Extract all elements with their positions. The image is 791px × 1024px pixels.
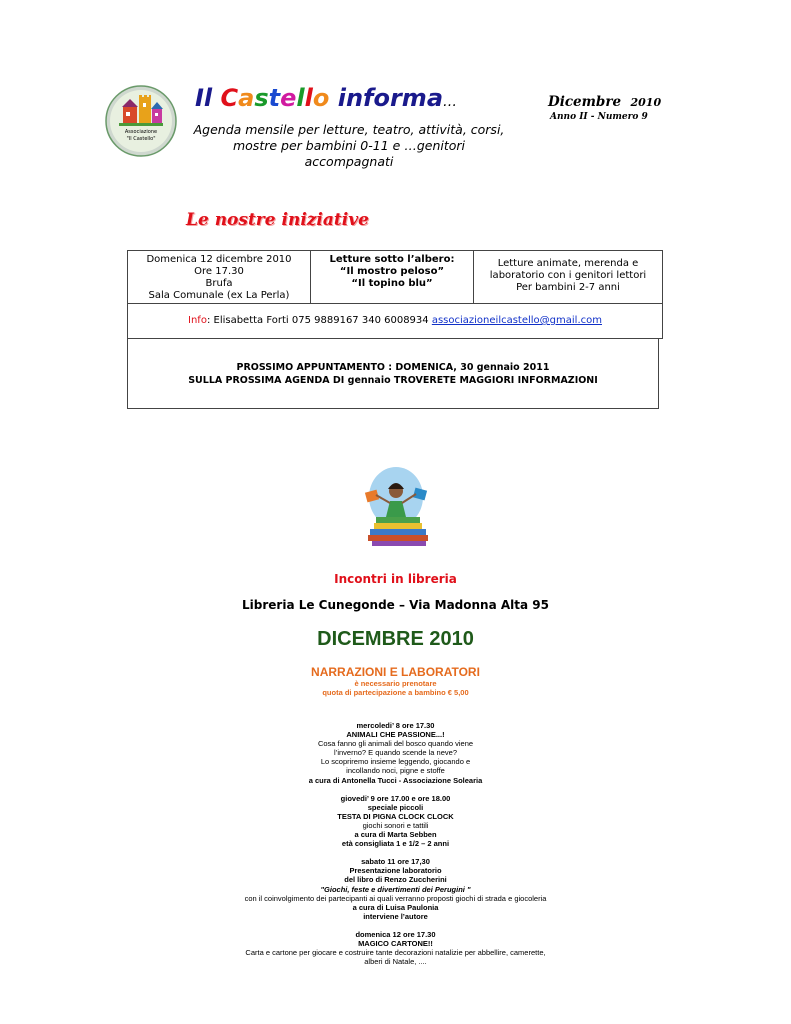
details-line: Per bambini 2-7 anni — [516, 282, 620, 293]
association-logo — [105, 85, 177, 157]
month-label: Dicembre — [548, 94, 622, 110]
event-line: con il coinvolgimento dei partecipanti ai quali verranno proposti giochi di strada e giocoleria — [244, 893, 547, 903]
booking-note — [0, 679, 791, 697]
bookshop-address: Libreria Le Cunegonde – Via Madonna Alta 95 — [242, 598, 549, 612]
issue-month — [548, 94, 661, 110]
what-line: “Il topino blu” — [351, 278, 433, 289]
program-heading: NARRAZIONI E LABORATORI — [311, 665, 480, 679]
email-link[interactable]: associazioneilcastello@gmail.com — [431, 315, 602, 326]
event-line: domenica 12 ore 17.30 — [355, 929, 436, 939]
what-line: “Il mostro peloso” — [339, 266, 445, 277]
event-line: MAGICO CARTONE!! — [358, 938, 433, 948]
event-line: ANIMALI CHE PASSIONE...! — [346, 730, 445, 740]
next-appointment-note: SULLA PROSSIMA AGENDA DI gennaio TROVERETE MAGGIORI INFORMAZIONI — [188, 375, 598, 386]
title-part: t — [268, 84, 281, 112]
event-line: speciale piccoli — [367, 802, 424, 812]
note-line: è necessario prenotare — [354, 679, 437, 688]
event-when-cell — [128, 251, 311, 303]
event-line: incollando noci, pigne e stoffe — [346, 766, 445, 776]
when-line: Brufa — [205, 278, 233, 289]
title-part: C — [220, 84, 239, 112]
next-appointment-box — [127, 339, 659, 409]
details-line: laboratorio con i genitori lettori — [489, 270, 647, 281]
event-line: a cura di Antonella Tucci - Associazione Solearia — [308, 775, 483, 785]
logo-text-line1: Associazione — [124, 129, 158, 135]
when-line: Ore 17.30 — [194, 266, 244, 277]
event-details-cell — [474, 251, 662, 303]
event-line: del libro di Renzo Zuccherini — [344, 875, 447, 885]
event-line: giovedi’ 9 ore 17.00 e ore 18.00 — [340, 793, 451, 803]
info-row — [127, 304, 663, 339]
event-line: mercoledi’ 8 ore 17.30 — [356, 721, 435, 730]
subtitle-line: mostre per bambini 0-11 e …genitori accompagnati — [232, 138, 465, 169]
event-line: l’inverno? E quando scende la neve? — [333, 748, 457, 758]
title-part: Il — [195, 84, 221, 112]
event-line: a cura di Luisa Paulonia — [352, 902, 439, 912]
logo-text-line2: "Il Castello" — [126, 136, 156, 142]
title-ellipsis: … — [443, 94, 458, 110]
event-line: Lo scopriremo insieme leggendo, giocando e — [320, 757, 471, 767]
year-label: 2010 — [630, 96, 662, 109]
what-line: Letture sotto l’albero: — [329, 254, 455, 265]
title-part: informa — [329, 84, 444, 112]
when-line: Domenica 12 dicembre 2010 — [146, 254, 292, 265]
month-heading: DICEMBRE 2010 — [317, 628, 474, 650]
table-row — [127, 250, 663, 304]
event-block — [0, 930, 791, 966]
event-line: giochi sonori e tattili — [362, 820, 429, 830]
title-part: e — [280, 84, 297, 112]
event-line: età consigliata 1 e 1/2 – 2 anni — [341, 839, 450, 849]
next-appointment-line: PROSSIMO APPUNTAMENTO : DOMENICA, 30 gennaio 2011 — [236, 362, 550, 373]
event-line: "Giochi, feste e divertimenti dei Perugini " — [320, 884, 471, 894]
event-line: Cosa fanno gli animali del bosco quando viene — [317, 739, 474, 749]
event-line: Carta e cartone per giocare e costruire tante decorazioni natalizie per abbellire, camerette, — [245, 948, 546, 958]
subtitle-line: Agenda mensile per letture, teatro, attività, corsi, — [193, 122, 505, 137]
event-block — [0, 794, 791, 849]
note-line: quota di partecipazione a bambino € 5,00 — [322, 688, 469, 697]
section-heading-incontri: Incontri in libreria — [334, 572, 457, 586]
info-text: : Elisabetta Forti 075 9889167 340 6008934 — [206, 315, 432, 326]
event-line: a cura di Marta Sebben — [354, 830, 437, 840]
events-table — [127, 250, 663, 409]
event-line: alberi di Natale, .... — [364, 957, 427, 967]
subtitle — [190, 122, 508, 170]
events-list — [0, 721, 791, 975]
title-part: l — [304, 84, 313, 112]
info-label: Info — [188, 315, 207, 326]
event-block — [0, 721, 791, 785]
event-line: sabato 11 ore 17,30 — [361, 857, 430, 867]
issue-number: Anno II - Numero 9 — [550, 112, 648, 122]
details-line: Letture animate, merenda e — [497, 258, 639, 269]
title-part: o — [312, 84, 330, 112]
title-part: l — [296, 84, 305, 112]
reader-on-books-illustration — [360, 465, 435, 550]
initiatives-heading: Le nostre iniziative — [186, 210, 369, 230]
event-block — [0, 857, 791, 921]
event-line: TESTA DI PIGNA CLOCK CLOCK — [337, 811, 454, 821]
event-line: Presentazione laboratorio — [349, 866, 442, 876]
page-title — [195, 84, 457, 112]
title-part: s — [254, 84, 269, 112]
title-part: a — [238, 84, 255, 112]
when-line: Sala Comunale (ex La Perla) — [148, 290, 290, 301]
event-what-cell — [311, 251, 474, 303]
event-line: interviene l’autore — [363, 911, 428, 921]
